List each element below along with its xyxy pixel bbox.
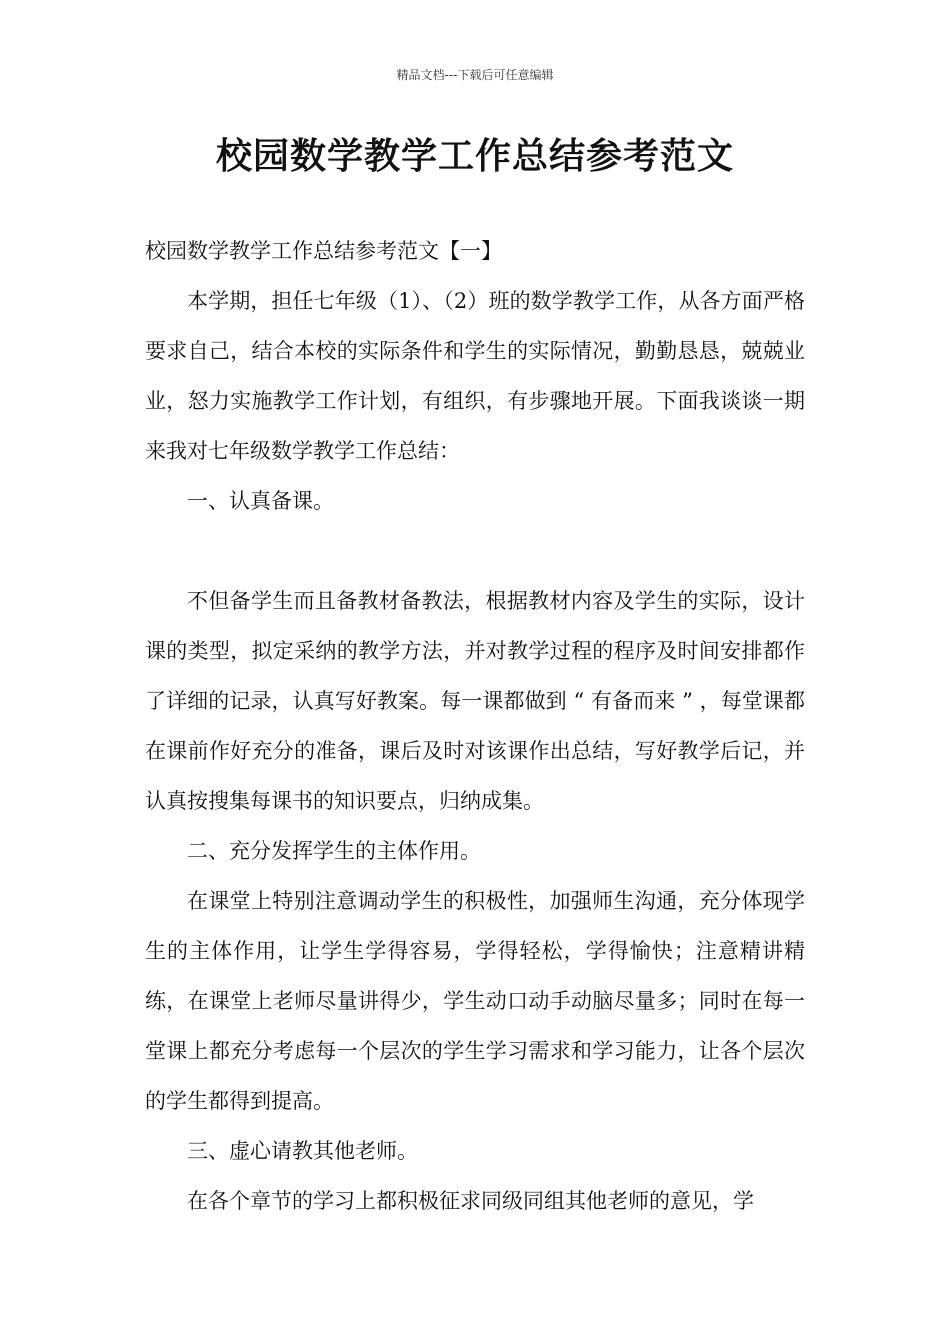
intro-paragraph: 本学期，担任七年级（1）、（2）班的数学教学工作，从各方面严格要求自己，结合本校的实际条件和学生的实际情况，勤勤恳恳，兢兢业业，怒力实施教学工作计划，有组织，有步骤地开展。下面我谈谈一期来我对七年级数学教学工作总结： — [145, 289, 805, 463]
section-heading-1: 一、认真备课。 — [187, 489, 334, 513]
document-subtitle: 校园数学教学工作总结参考范文【一】 — [145, 239, 502, 263]
document-title: 校园数学教学工作总结参考范文 — [215, 136, 734, 177]
section-body-3: 在各个章节的学习上都积极征求同级同组其他老师的意见，学 — [187, 1189, 754, 1213]
section-body-2: 在课堂上特别注意调动学生的积极性，加强师生沟通，充分体现学生的主体作用，让学生学得容易，学得轻松，学得愉快；注意精讲精练，在课堂上老师尽量讲得少，学生动口动手动脑尽量多；同时在每一堂课上都充分考虑每一个层次的学生学习需求和学习能力，让各个层次的学生都得到提高。 — [145, 889, 805, 1113]
section-body-1: 不但备学生而且备教材备教法，根据教材内容及学生的实际，设计课的类型，拟定采纳的教学方法，并对教学过程的程序及时间安排都作了详细的记录，认真写好教案。每一课都做到 “ 有备而来 ” ，每堂课都在课前作好充分的准备，课后及时对该课作出总结，写好教学后记，并认真按搜集每课书的知识要点，归纳成集。 — [145, 589, 805, 813]
section-heading-2: 二、充分发挥学生的主体作用。 — [187, 839, 481, 863]
section-heading-3: 三、虚心请教其他老师。 — [187, 1139, 418, 1163]
paragraph-gap — [145, 526, 805, 576]
header-note: 精品文档---下载后可任意编辑 — [396, 68, 554, 82]
document-body — [145, 226, 805, 1226]
